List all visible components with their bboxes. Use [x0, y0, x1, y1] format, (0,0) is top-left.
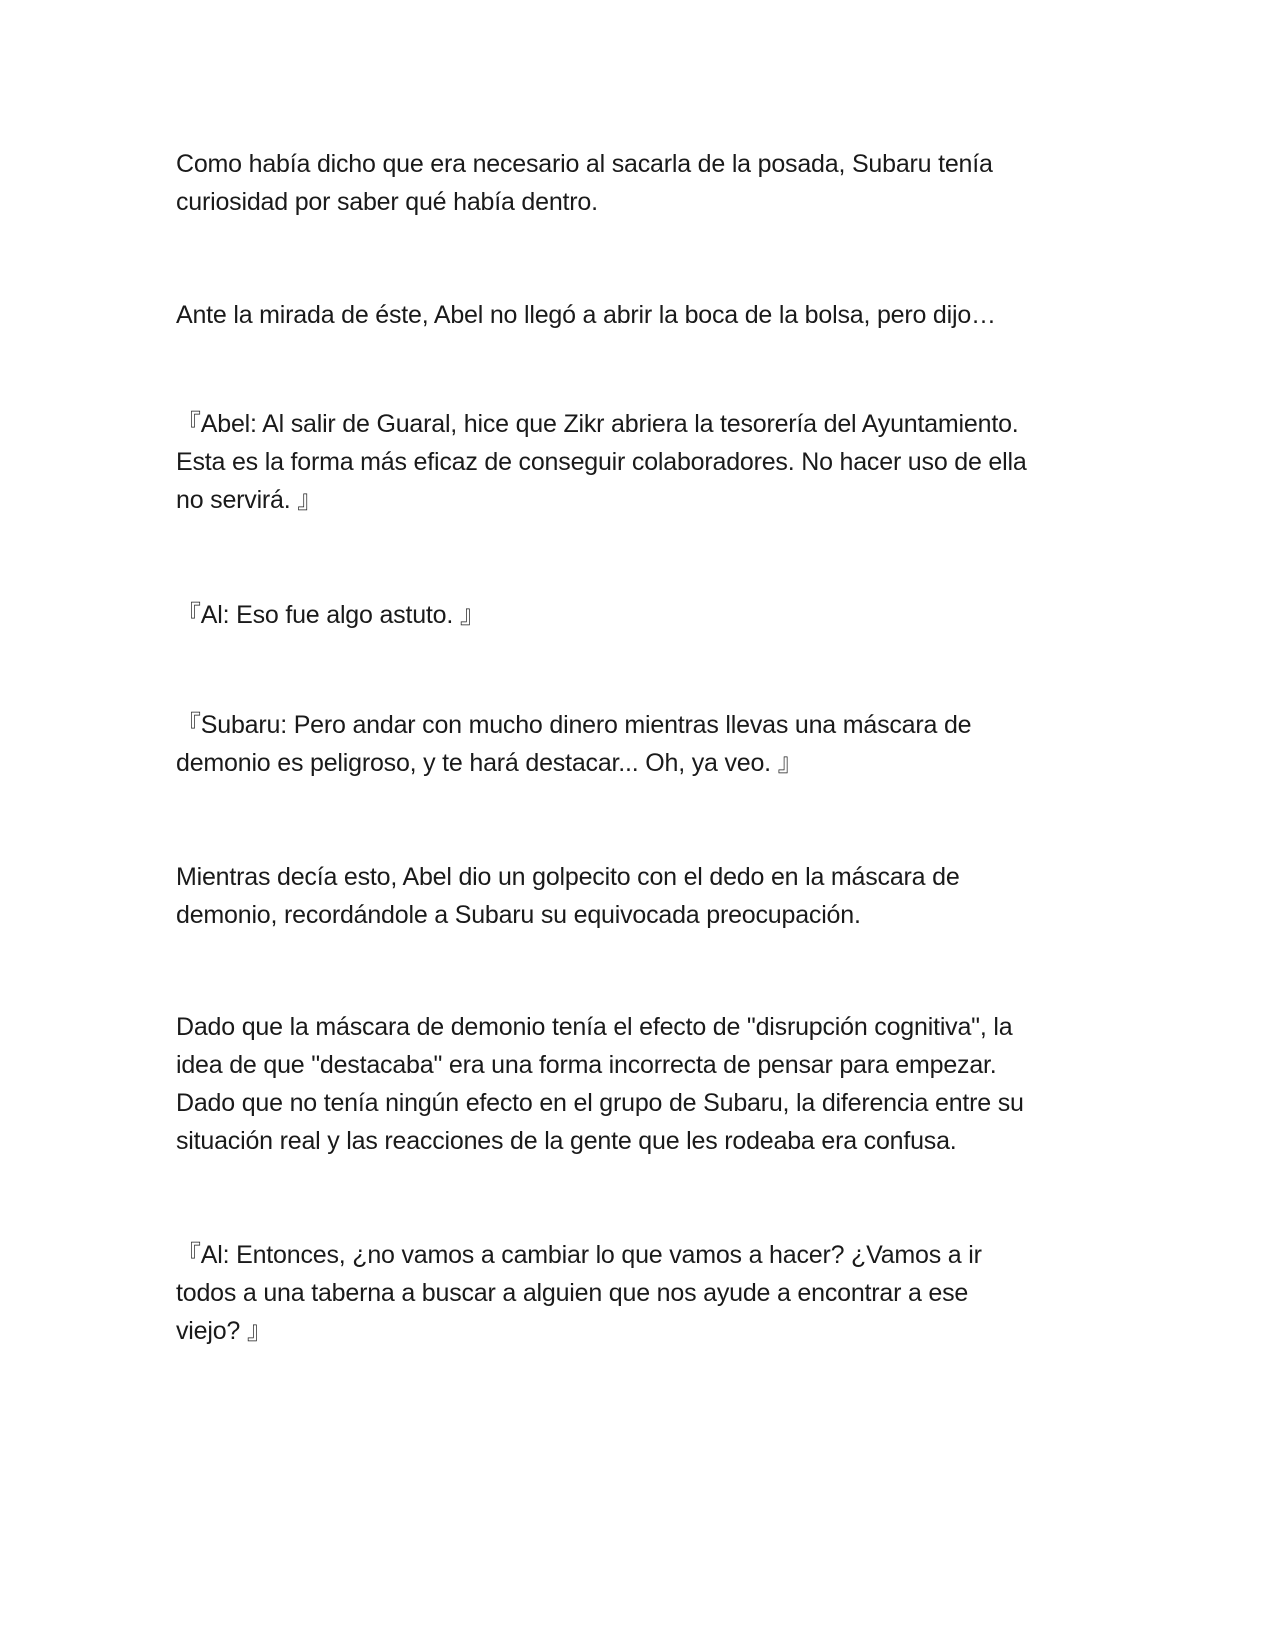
paragraph-dialogue-al-2: 『Al: Entonces, ¿no vamos a cambiar lo que vamos a hacer? ¿Vamos a ir todos a una taberna a buscar a alguien que nos ayude a encontrar a ese viejo? 』 [176, 1241, 982, 1345]
paragraph-narration-4: Dado que la máscara de demonio tenía el efecto de "disrupción cognitiva", la idea de que "destacaba" era una forma incorrecta de pensar para empezar. Dado que no tenía ningún efecto en el grupo de Subaru, la diferencia entre su situación real y las reacciones de la gente que les rodeaba era confusa. [176, 1013, 1024, 1155]
paragraph-dialogue-abel: 『Abel: Al salir de Guaral, hice que Zikr abriera la tesorería del Ayuntamiento. Esta es la forma más eficaz de conseguir colaboradores. No hacer uso de ella no servirá. 』 [176, 410, 1027, 514]
paragraph-dialogue-al-1: 『Al: Eso fue algo astuto. 』 [176, 601, 485, 629]
paragraph-narration-2: Ante la mirada de éste, Abel no llegó a abrir la boca de la bolsa, pero dijo… [176, 301, 996, 329]
paragraph-narration-3: Mientras decía esto, Abel dio un golpecito con el dedo en la máscara de demonio, recordándole a Subaru su equivocada preocupación. [176, 863, 960, 929]
paragraph-dialogue-subaru: 『Subaru: Pero andar con mucho dinero mientras llevas una máscara de demonio es peligroso, y te hará destacar... Oh, ya veo. 』 [176, 711, 972, 777]
paragraph-narration-1: Como había dicho que era necesario al sacarla de la posada, Subaru tenía curiosidad por saber qué había dentro. [176, 150, 993, 216]
